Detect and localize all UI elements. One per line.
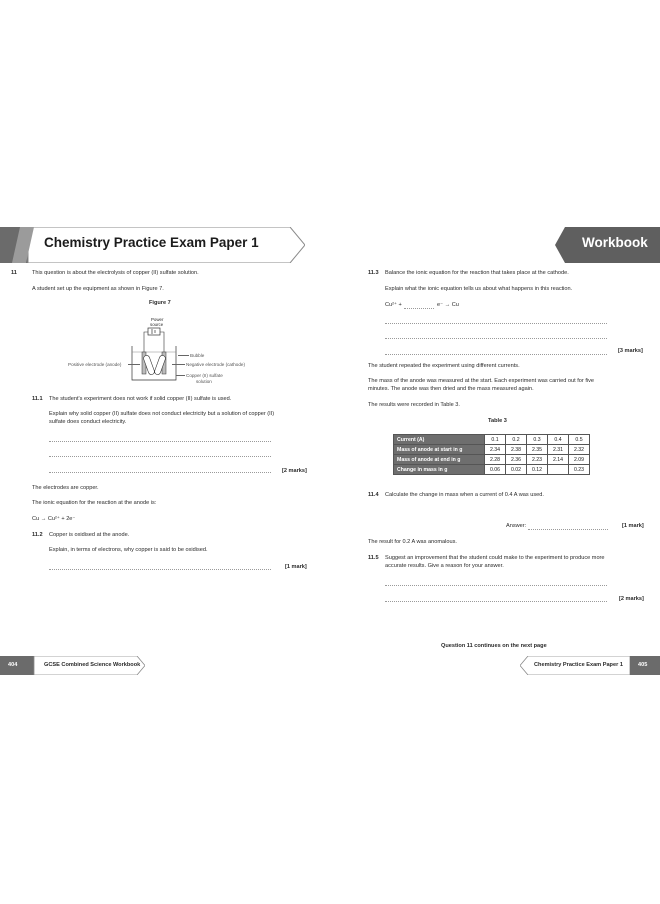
table-cell: 2.28 — [485, 455, 506, 465]
answer-line[interactable] — [385, 354, 607, 355]
figure-caption: Figure 7 — [149, 300, 171, 306]
mass-text-1: The mass of the anode was measured at the start. Each experiment was carried out for five — [368, 378, 595, 384]
row-header: Change in mass in g — [394, 465, 485, 475]
power-label-1: Power — [151, 317, 164, 322]
q11-1-text: The student's experiment does not work if solid copper (II) sulfate is used. — [49, 396, 232, 402]
answer-line[interactable] — [49, 569, 271, 570]
q11-3-text: Balance the ionic equation for the reaction that takes place at the cathode. — [385, 270, 569, 276]
answer-line[interactable] — [49, 456, 271, 457]
anode-equation: Cu → Cu²⁺ + 2e⁻ — [32, 516, 76, 522]
equation-blank[interactable] — [404, 308, 434, 309]
q11-4-number: 11.4 — [368, 492, 379, 498]
table-cell: 2.32 — [569, 445, 590, 455]
answer-line[interactable] — [385, 601, 607, 602]
table-row — [394, 465, 590, 475]
power-label-2: source — [150, 322, 164, 327]
q11-2-number: 11.2 — [32, 532, 43, 538]
table-cell: 0.12 — [527, 465, 548, 475]
table-row — [394, 435, 590, 445]
right-page-number: 405 — [638, 662, 648, 668]
q11-3-marks: [3 marks] — [618, 348, 643, 354]
negative-electrode-label: Negative electrode (cathode) — [186, 362, 245, 367]
leader-line — [128, 364, 140, 365]
table-cell: 2.09 — [569, 455, 590, 465]
table-cell: 2.31 — [548, 445, 569, 455]
electrodes-text: The electrodes are copper. — [32, 485, 99, 491]
workbook-title: Workbook — [582, 235, 648, 250]
ionic-text: The ionic equation for the reaction at the anode is: — [32, 500, 157, 506]
table-row — [394, 455, 590, 465]
q11-5-text-2: accurate results. Give a reason for your answer. — [385, 563, 504, 569]
row-header: Mass of anode at start in g — [394, 445, 485, 455]
table-cell: 0.1 — [485, 435, 506, 445]
table-cell-blank[interactable] — [548, 465, 569, 475]
results-table — [393, 434, 590, 475]
table-cell: 0.5 — [569, 435, 590, 445]
answer-line[interactable] — [49, 472, 271, 473]
table-cell: 0.06 — [485, 465, 506, 475]
question-number: 11 — [11, 270, 17, 276]
table-cell: 0.02 — [506, 465, 527, 475]
table-cell: 0.2 — [506, 435, 527, 445]
answer-line[interactable] — [385, 338, 607, 339]
table-cell: 2.14 — [548, 455, 569, 465]
q11-4-text: Calculate the change in mass when a current of 0.4 A was used. — [385, 492, 544, 498]
q11-5-marks: [2 marks] — [619, 596, 644, 602]
bubble-label: Bubble — [190, 353, 205, 358]
table-caption: Table 3 — [488, 418, 507, 424]
results-text: The results were recorded in Table 3. — [368, 402, 460, 408]
table-cell: 0.23 — [569, 465, 590, 475]
leader-line — [178, 355, 189, 356]
leader-line — [176, 375, 185, 376]
anomalous-text: The result for 0.2 A was anomalous. — [368, 539, 457, 545]
table-cell: 2.34 — [485, 445, 506, 455]
table-cell: 2.35 — [527, 445, 548, 455]
q11-1-prompt-2: sulfate does conduct electricity. — [49, 419, 127, 425]
setup-text: A student set up the equipment as shown in Figure 7. — [32, 286, 164, 292]
question-intro: This question is about the electrolysis of copper (II) sulfate solution. — [32, 270, 199, 276]
page-title: Chemistry Practice Exam Paper 1 — [44, 235, 259, 250]
q11-3-eq-left: Cu²⁺ + — [385, 302, 402, 308]
q11-2-prompt: Explain, in terms of electrons, why copper is said to be oxidised. — [49, 547, 208, 553]
mass-text-2: minutes. The anode was then dried and the mass measured again. — [368, 386, 534, 392]
continues-note: Question 11 continues on the next page — [441, 643, 547, 649]
q11-1-number: 11.1 — [32, 396, 43, 402]
answer-line[interactable] — [385, 585, 607, 586]
answer-field[interactable] — [528, 529, 608, 530]
answer-line[interactable] — [385, 323, 607, 324]
q11-3-number: 11.3 — [368, 270, 379, 276]
positive-electrode-label: Positive electrode (anode) — [68, 362, 122, 367]
table-cell: 0.3 — [527, 435, 548, 445]
q11-5-text-1: Suggest an improvement that the student could make to the experiment to produce more — [385, 555, 605, 561]
table-cell: 2.23 — [527, 455, 548, 465]
row-header: Mass of anode at end in g — [394, 455, 485, 465]
q11-2-text: Copper is oxidised at the anode. — [49, 532, 130, 538]
copper-label-1: Copper (II) sulfate — [186, 373, 223, 378]
left-book-title: GCSE Combined Science Workbook — [44, 662, 141, 668]
q11-2-marks: [1 mark] — [285, 564, 307, 570]
q11-1-marks: [2 marks] — [282, 468, 307, 474]
copper-label-2: solution — [196, 379, 212, 384]
q11-3-prompt: Explain what the ionic equation tells us about what happens in this reaction. — [385, 286, 573, 292]
right-book-title: Chemistry Practice Exam Paper 1 — [534, 662, 623, 668]
table-cell: 0.4 — [548, 435, 569, 445]
leader-line — [172, 364, 185, 365]
q11-1-prompt-1: Explain why solid copper (II) sulfate does not conduct electricity but a solution of copper (II) — [49, 411, 275, 417]
q11-5-number: 11.5 — [368, 555, 379, 561]
q11-4-marks: [1 mark] — [622, 523, 644, 529]
repeat-text: The student repeated the experiment using different currents. — [368, 363, 520, 369]
answer-label: Answer: — [506, 523, 527, 529]
row-header: Current (A) — [394, 435, 485, 445]
left-page-number: 404 — [8, 662, 18, 668]
q11-3-eq-right: e⁻ → Cu — [437, 302, 459, 308]
answer-line[interactable] — [49, 441, 271, 442]
table-row — [394, 445, 590, 455]
table-cell: 2.38 — [506, 445, 527, 455]
table-cell: 2.36 — [506, 455, 527, 465]
